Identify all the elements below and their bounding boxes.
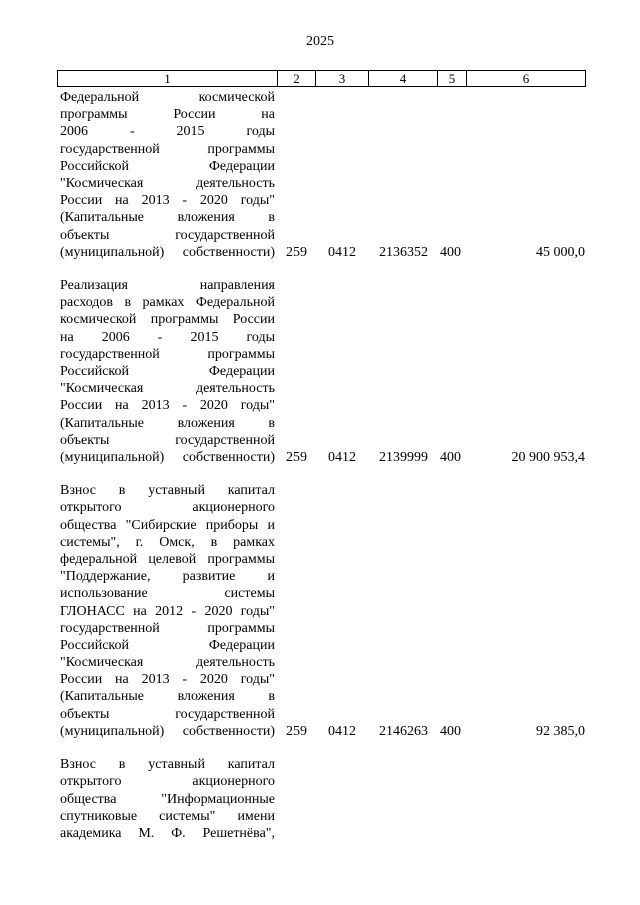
description-line: России на 2013 - 2020 годы" bbox=[60, 672, 275, 688]
description-line: общества "Сибирские приборы и bbox=[60, 517, 275, 533]
entry-description bbox=[60, 482, 275, 740]
target-article-code: 2146263 bbox=[379, 723, 428, 739]
description-line: (муниципальной) собственности) bbox=[60, 244, 275, 260]
description-line: Взнос в уставный капитал bbox=[60, 757, 275, 773]
description-line: федеральной целевой программы bbox=[60, 551, 275, 567]
expense-type-code: 400 bbox=[440, 244, 461, 260]
description-line: открытого акционерного bbox=[60, 774, 275, 790]
target-article-code: 2139999 bbox=[379, 450, 428, 465]
description-line: Российской Федерации bbox=[60, 158, 275, 174]
column-header-6: 6 bbox=[466, 70, 586, 87]
description-line: России на 2013 - 2020 годы" bbox=[60, 398, 275, 414]
description-line: академика М. Ф. Решетнёва", bbox=[60, 825, 275, 841]
description-line: использование системы bbox=[60, 586, 275, 602]
description-line: спутниковые системы" имени bbox=[60, 808, 275, 824]
description-line: программы России на bbox=[60, 107, 275, 123]
description-line: системы", г. Омск, в рамках bbox=[60, 534, 275, 550]
description-line: 2006 - 2015 годы bbox=[60, 124, 275, 140]
expense-type-code: 400 bbox=[440, 450, 461, 465]
entry-description bbox=[60, 89, 275, 261]
column-header-row bbox=[57, 70, 586, 87]
grbs-code: 259 bbox=[286, 450, 307, 465]
description-line: Российской Федерации bbox=[60, 637, 275, 653]
table-row bbox=[0, 756, 640, 842]
description-line: объекты государственной bbox=[60, 432, 275, 448]
description-line: Федеральной космической bbox=[60, 90, 275, 105]
description-line: (муниципальной) собственности) bbox=[60, 723, 275, 739]
section-code: 0412 bbox=[328, 450, 356, 465]
description-line: объекты государственной bbox=[60, 227, 275, 243]
description-line: "Космическая деятельность bbox=[60, 175, 275, 191]
grbs-code: 259 bbox=[286, 244, 307, 260]
entry-description bbox=[60, 277, 275, 466]
table-row bbox=[0, 89, 640, 261]
description-line: на 2006 - 2015 годы bbox=[60, 329, 275, 345]
description-line: (Капитальные вложения в bbox=[60, 210, 275, 226]
table-row bbox=[0, 277, 640, 466]
amount: 20 900 953,4 bbox=[511, 450, 585, 465]
page-number: 2025 bbox=[306, 34, 334, 49]
description-line: Реализация направления bbox=[60, 278, 275, 293]
amount: 45 000,0 bbox=[536, 244, 585, 260]
target-article-code: 2136352 bbox=[379, 244, 428, 260]
column-header-2: 2 bbox=[277, 70, 315, 87]
description-line: Российской Федерации bbox=[60, 363, 275, 379]
description-line: ГЛОНАСС на 2012 - 2020 годы" bbox=[60, 603, 275, 619]
description-line: "Космическая деятельность bbox=[60, 655, 275, 671]
description-line: "Космическая деятельность bbox=[60, 381, 275, 397]
description-line: открытого акционерного bbox=[60, 500, 275, 516]
description-line: государственной программы bbox=[60, 141, 275, 157]
table-row bbox=[0, 482, 640, 740]
amount: 92 385,0 bbox=[536, 723, 585, 739]
section-code: 0412 bbox=[328, 244, 356, 260]
column-header-5: 5 bbox=[437, 70, 466, 87]
description-line: объекты государственной bbox=[60, 706, 275, 722]
description-line: (Капитальные вложения в bbox=[60, 689, 275, 705]
description-line: (Капитальные вложения в bbox=[60, 415, 275, 431]
expense-type-code: 400 bbox=[440, 723, 461, 739]
column-header-3: 3 bbox=[315, 70, 368, 87]
description-line: государственной программы bbox=[60, 620, 275, 636]
description-line: Взнос в уставный капитал bbox=[60, 483, 275, 499]
column-header-1: 1 bbox=[57, 70, 277, 87]
entry-description bbox=[60, 756, 275, 842]
grbs-code: 259 bbox=[286, 723, 307, 739]
description-line: общества "Информационные bbox=[60, 791, 275, 807]
description-line: России на 2013 - 2020 годы" bbox=[60, 193, 275, 209]
description-line: (муниципальной) собственности) bbox=[60, 449, 275, 465]
description-line: расходов в рамках Федеральной bbox=[60, 295, 275, 311]
section-code: 0412 bbox=[328, 723, 356, 739]
column-header-4: 4 bbox=[368, 70, 437, 87]
description-line: государственной программы bbox=[60, 346, 275, 362]
description-line: "Поддержание, развитие и bbox=[60, 569, 275, 585]
description-line: космической программы России bbox=[60, 312, 275, 328]
